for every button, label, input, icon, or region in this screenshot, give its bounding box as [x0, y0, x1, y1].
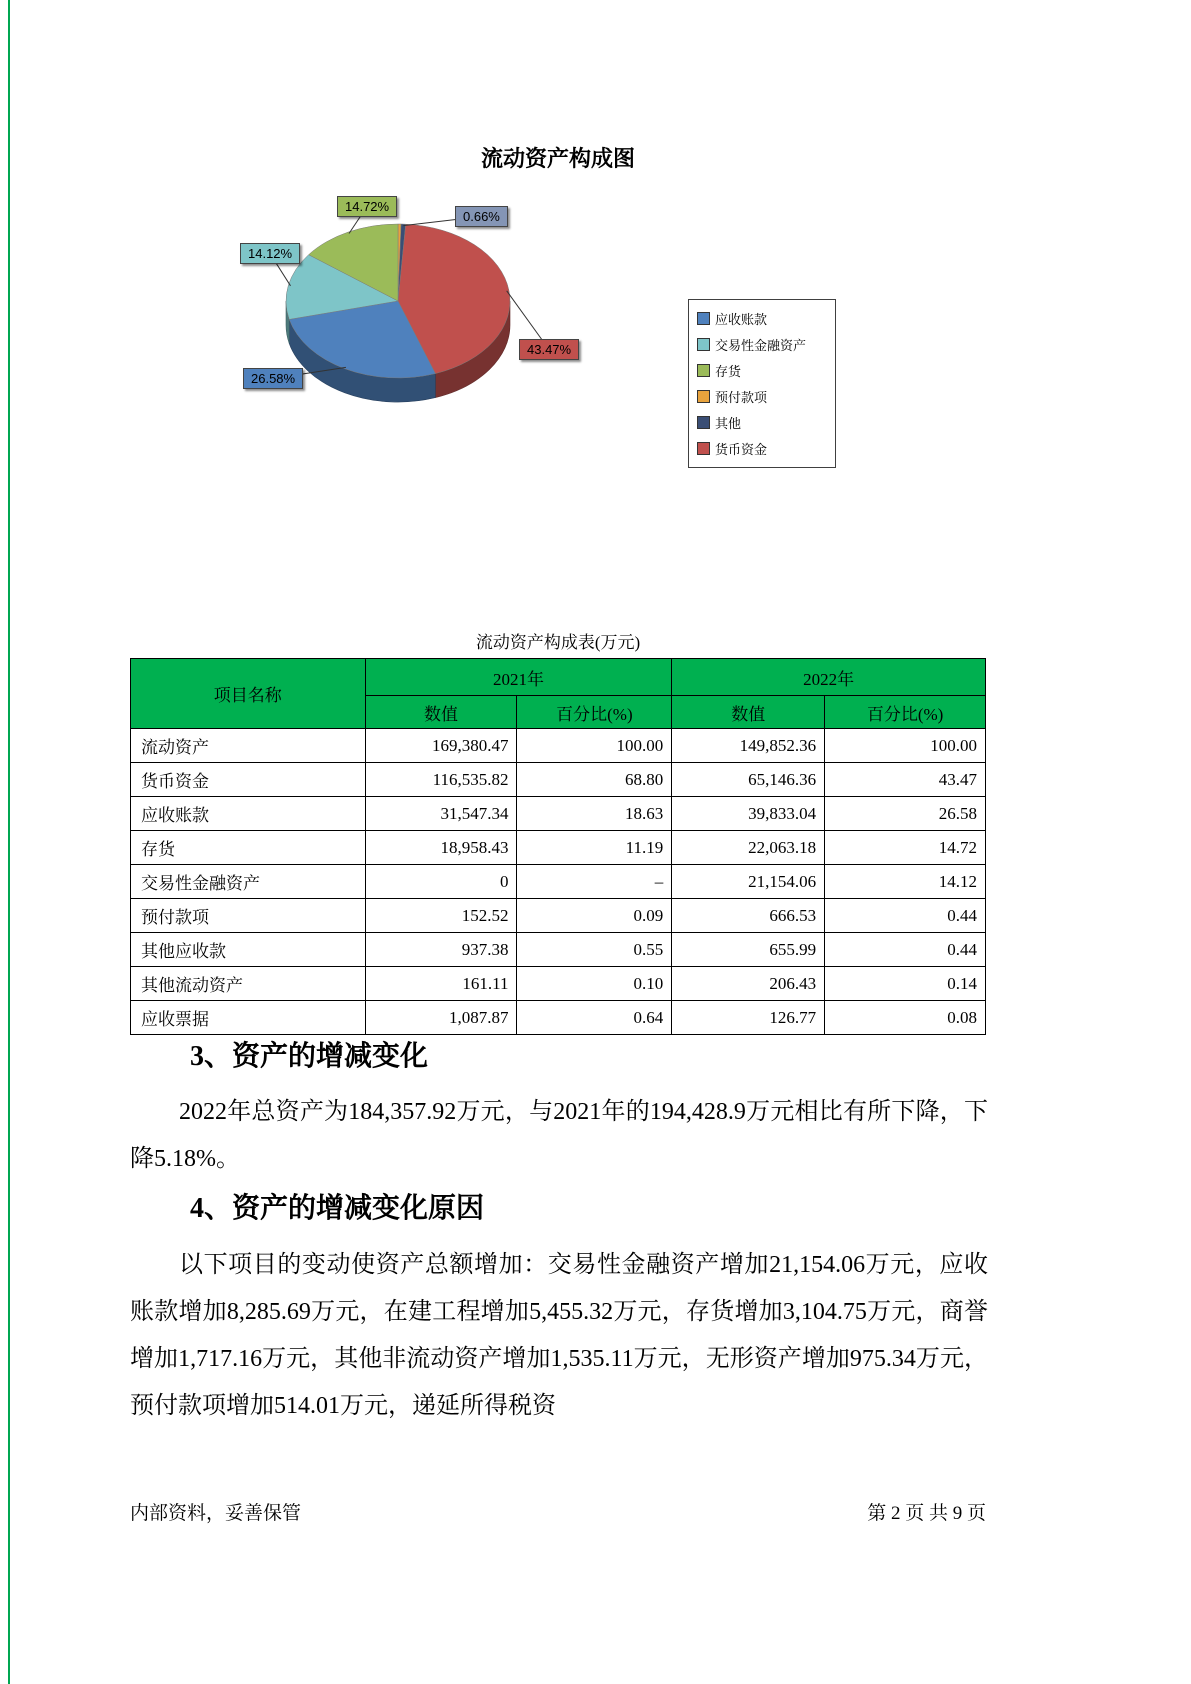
value-cell: 31,547.34: [365, 797, 517, 831]
legend-item: [697, 335, 827, 354]
value-cell: 100.00: [517, 729, 672, 763]
value-cell: –: [517, 865, 672, 899]
legend-item: [697, 439, 827, 458]
col-header-value-2022: 数值: [672, 696, 825, 729]
legend-label: 货币资金: [715, 442, 768, 457]
legend-label: 其他: [715, 416, 742, 431]
pie-chart-canvas: [0, 0, 1191, 600]
value-cell: 65,146.36: [672, 763, 825, 797]
row-label-cell: 货币资金: [131, 763, 366, 797]
value-cell: 126.77: [672, 1001, 825, 1035]
value-cell: 43.47: [825, 763, 986, 797]
value-cell: 169,380.47: [365, 729, 517, 763]
pie-data-label: 14.72%: [337, 196, 397, 217]
value-cell: 39,833.04: [672, 797, 825, 831]
table-row: [131, 933, 986, 967]
value-cell: 14.12: [825, 865, 986, 899]
table-row: [131, 797, 986, 831]
table-row: [131, 1001, 986, 1035]
legend-color-chip: [697, 312, 710, 325]
table-row: [131, 865, 986, 899]
value-cell: 0.09: [517, 899, 672, 933]
col-header-value-2021: 数值: [365, 696, 517, 729]
legend-label: 应收账款: [715, 312, 768, 327]
row-label-cell: 应收账款: [131, 797, 366, 831]
value-cell: 0.14: [825, 967, 986, 1001]
legend-color-chip: [697, 390, 710, 403]
chart-title: 流动资产构成图: [480, 146, 635, 171]
value-cell: 22,063.18: [672, 831, 825, 865]
value-cell: 161.11: [365, 967, 517, 1001]
value-cell: 937.38: [365, 933, 517, 967]
value-cell: 152.52: [365, 899, 517, 933]
footer-page-number: 第 2 页 共 9 页: [867, 1503, 986, 1524]
row-label-cell: 应收票据: [131, 1001, 366, 1035]
table-row: [131, 831, 986, 865]
row-label-cell: 流动资产: [131, 729, 366, 763]
value-cell: 206.43: [672, 967, 825, 1001]
paragraph-asset-change: 2022年总资产为184,357.92万元，与2021年的194,428.9万元相比有所下降，下降5.18%。: [130, 1099, 988, 1172]
value-cell: 26.58: [825, 797, 986, 831]
value-cell: 21,154.06: [672, 865, 825, 899]
value-cell: 0: [365, 865, 517, 899]
value-cell: 666.53: [672, 899, 825, 933]
value-cell: 655.99: [672, 933, 825, 967]
value-cell: 0.64: [517, 1001, 672, 1035]
section-heading-3: 3、资产的增减变化: [190, 1041, 429, 1072]
pie-data-label: 26.58%: [243, 368, 303, 389]
value-cell: 0.44: [825, 899, 986, 933]
legend-label: 交易性金融资产: [715, 338, 807, 353]
legend-item: [697, 413, 827, 432]
value-cell: 18,958.43: [365, 831, 517, 865]
value-cell: 0.10: [517, 967, 672, 1001]
row-label-cell: 存货: [131, 831, 366, 865]
value-cell: 0.44: [825, 933, 986, 967]
col-header-pct-2021: 百分比(%): [517, 696, 672, 729]
row-label-cell: 预付款项: [131, 899, 366, 933]
col-header-pct-2022: 百分比(%): [825, 696, 986, 729]
table-row: [131, 729, 986, 763]
current-assets-table: [130, 658, 986, 1035]
row-label-cell: 其他应收款: [131, 933, 366, 967]
table-title: 流动资产构成表(万元): [475, 633, 641, 652]
value-cell: 11.19: [517, 831, 672, 865]
col-header-2022: 2022年: [672, 659, 986, 696]
value-cell: 100.00: [825, 729, 986, 763]
legend-item: [697, 309, 827, 328]
chart-legend: [688, 299, 836, 468]
value-cell: 1,087.87: [365, 1001, 517, 1035]
value-cell: 0.08: [825, 1001, 986, 1035]
value-cell: 14.72: [825, 831, 986, 865]
table-row: [131, 763, 986, 797]
pie-data-label: 0.66%: [455, 206, 508, 227]
value-cell: 18.63: [517, 797, 672, 831]
footer-confidential-note: 内部资料，妥善保管: [130, 1503, 302, 1524]
pie-data-label: 43.47%: [519, 339, 579, 360]
value-cell: 116,535.82: [365, 763, 517, 797]
pie-data-label: 14.12%: [240, 243, 300, 264]
col-header-2021: 2021年: [365, 659, 672, 696]
section-heading-4: 4、资产的增减变化原因: [190, 1193, 485, 1224]
legend-label: 预付款项: [715, 390, 768, 405]
page-footer: [130, 1498, 986, 1525]
legend-label: 存货: [715, 364, 742, 379]
value-cell: 68.80: [517, 763, 672, 797]
legend-color-chip: [697, 442, 710, 455]
legend-color-chip: [697, 364, 710, 377]
value-cell: 149,852.36: [672, 729, 825, 763]
table-row: [131, 899, 986, 933]
legend-color-chip: [697, 338, 710, 351]
table-row: [131, 967, 986, 1001]
legend-item: [697, 361, 827, 380]
legend-item: [697, 387, 827, 406]
paragraph-asset-change-reason: 以下项目的变动使资产总额增加：交易性金融资产增加21,154.06万元，应收账款增加8,285.69万元，在建工程增加5,455.32万元，存货增加3,104.75万元，商誉增加1,717.16万元，其他非流动资产增加1,535.11万元，无形资产增加975.34万元，预付款项增加514.01万元，递延所得税资: [130, 1252, 988, 1419]
col-header-item: 项目名称: [131, 659, 366, 729]
value-cell: 0.55: [517, 933, 672, 967]
row-label-cell: 其他流动资产: [131, 967, 366, 1001]
table-header-row: [131, 659, 986, 696]
legend-color-chip: [697, 416, 710, 429]
row-label-cell: 交易性金融资产: [131, 865, 366, 899]
